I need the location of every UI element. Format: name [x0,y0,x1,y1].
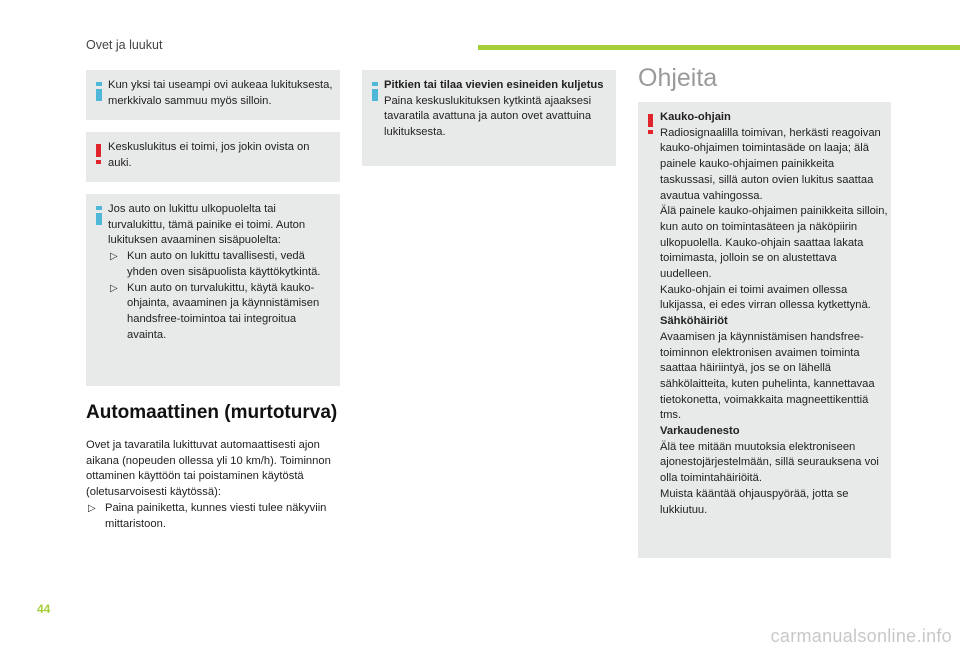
info-icon [96,82,102,101]
info-text: Kun yksi tai useampi ovi aukeaa lukituksesta, merkkivalo sammuu myös silloin. [108,79,333,107]
warning-box-central-locking [86,132,340,182]
list-item [108,249,336,280]
warning-icon [648,114,653,134]
arrow-bullet-icon: ▷ [110,251,118,263]
arrow-bullet-icon: ▷ [88,502,96,514]
info-icon [372,82,378,101]
header-accent-bar [478,45,960,50]
list-item-text: Paina painiketta, kunnes viesti tulee näkyviin mittaristoon. [105,501,327,530]
list-item-text: Kun auto on lukittu tavallisesti, vedä yhden oven sisäpuolista käyttökytkintä. [127,250,321,278]
paragraph: Radiosignaalilla toimivan, herkästi reagoivan kauko-ohjaimen toimintasäde on laaja; älä painele kauko-ohjaimen painikkeita taskussasi, sillä auton ovien lukitus saattaa avautua vahingossa. [660,126,881,202]
list-item [108,281,336,344]
subheading-interference: Sähköhäiriöt [660,315,728,328]
info-text: Paina keskuslukituksen kytkintä ajaaksesi tavaratila avattuna ja auton ovet avattuina lukituksesta. [384,94,592,139]
info-content [384,78,612,141]
info-title: Pitkien tai tilaa vievien esineiden kuljetus [384,79,604,91]
list-item-text: Kun auto on turvalukittu, käytä kauko-ohjainta, avaaminen ja käynnistämisen handsfree-toimintoa tai integroitua avainta. [127,281,320,341]
warning-content [660,110,888,518]
warning-text: Keskuslukitus ei toimi, jos jokin ovista on auki. [108,141,310,169]
warning-box-tips [638,102,891,558]
warning-icon [96,144,101,164]
section-title: Ovet ja luukut [86,38,163,52]
info-box-unlock-inside [86,194,340,386]
automatic-description [86,438,342,532]
info-intro: Jos auto on lukittu ulkopuolelta tai turvalukittu, tämä painike ei toimi. Auton lukituksen avaaminen sisäpuolelta: [108,203,306,247]
section-heading-tips: Ohjeita [638,64,718,92]
info-box-long-objects [362,70,616,166]
arrow-bullet-icon: ▷ [110,282,118,294]
page-number: 44 [37,602,51,616]
paragraph: Muista kääntää ohjauspyörää, jotta se lukkiutuu. [660,487,849,516]
section-heading-automatic: Automaattinen (murtoturva) [86,402,338,423]
paragraph: Älä painele kauko-ohjaimen painikkeita silloin, kun auto on toimintasäteen ja näköpiirin ulkopuolella. Kauko-ohjain saattaa lakata toimimasta, jolloin se on alustettava uudelleen. [660,205,888,281]
subheading-remote: Kauko-ohjain [660,111,731,123]
info-box-indicator [86,70,340,120]
watermark: carmanualsonline.info [770,626,952,646]
info-content [108,202,336,343]
paragraph: Älä tee mitään muutoksia elektroniseen ajonestojärjestelmään, sillä seurauksena voi olla toimintahäiriöitä. [660,440,879,485]
info-icon [96,206,102,225]
subheading-immobiliser: Varkaudenesto [660,425,740,438]
paragraph: Avaamisen ja käynnistämisen handsfree-toiminnon elektronisen avaimen toiminta saattaa häiriintyä, jos se on lähellä sähkölaitteita, kuten puhelinta, kannettavaa tietokonetta, voimakkaita magneettikenttiä tms. [660,330,875,422]
paragraph: Kauko-ohjain ei toimi avaimen ollessa lukijassa, ei edes virran ollessa kytkettynä. [660,283,871,312]
automatic-paragraph: Ovet ja tavaratila lukittuvat automaattisesti ajon aikana (nopeuden ollessa yli 10 km/h). Toiminnon ottaminen käyttöön tai poistaminen käytöstä (oletusarvoisesti käytössä): [86,439,331,499]
list-item [86,501,342,532]
